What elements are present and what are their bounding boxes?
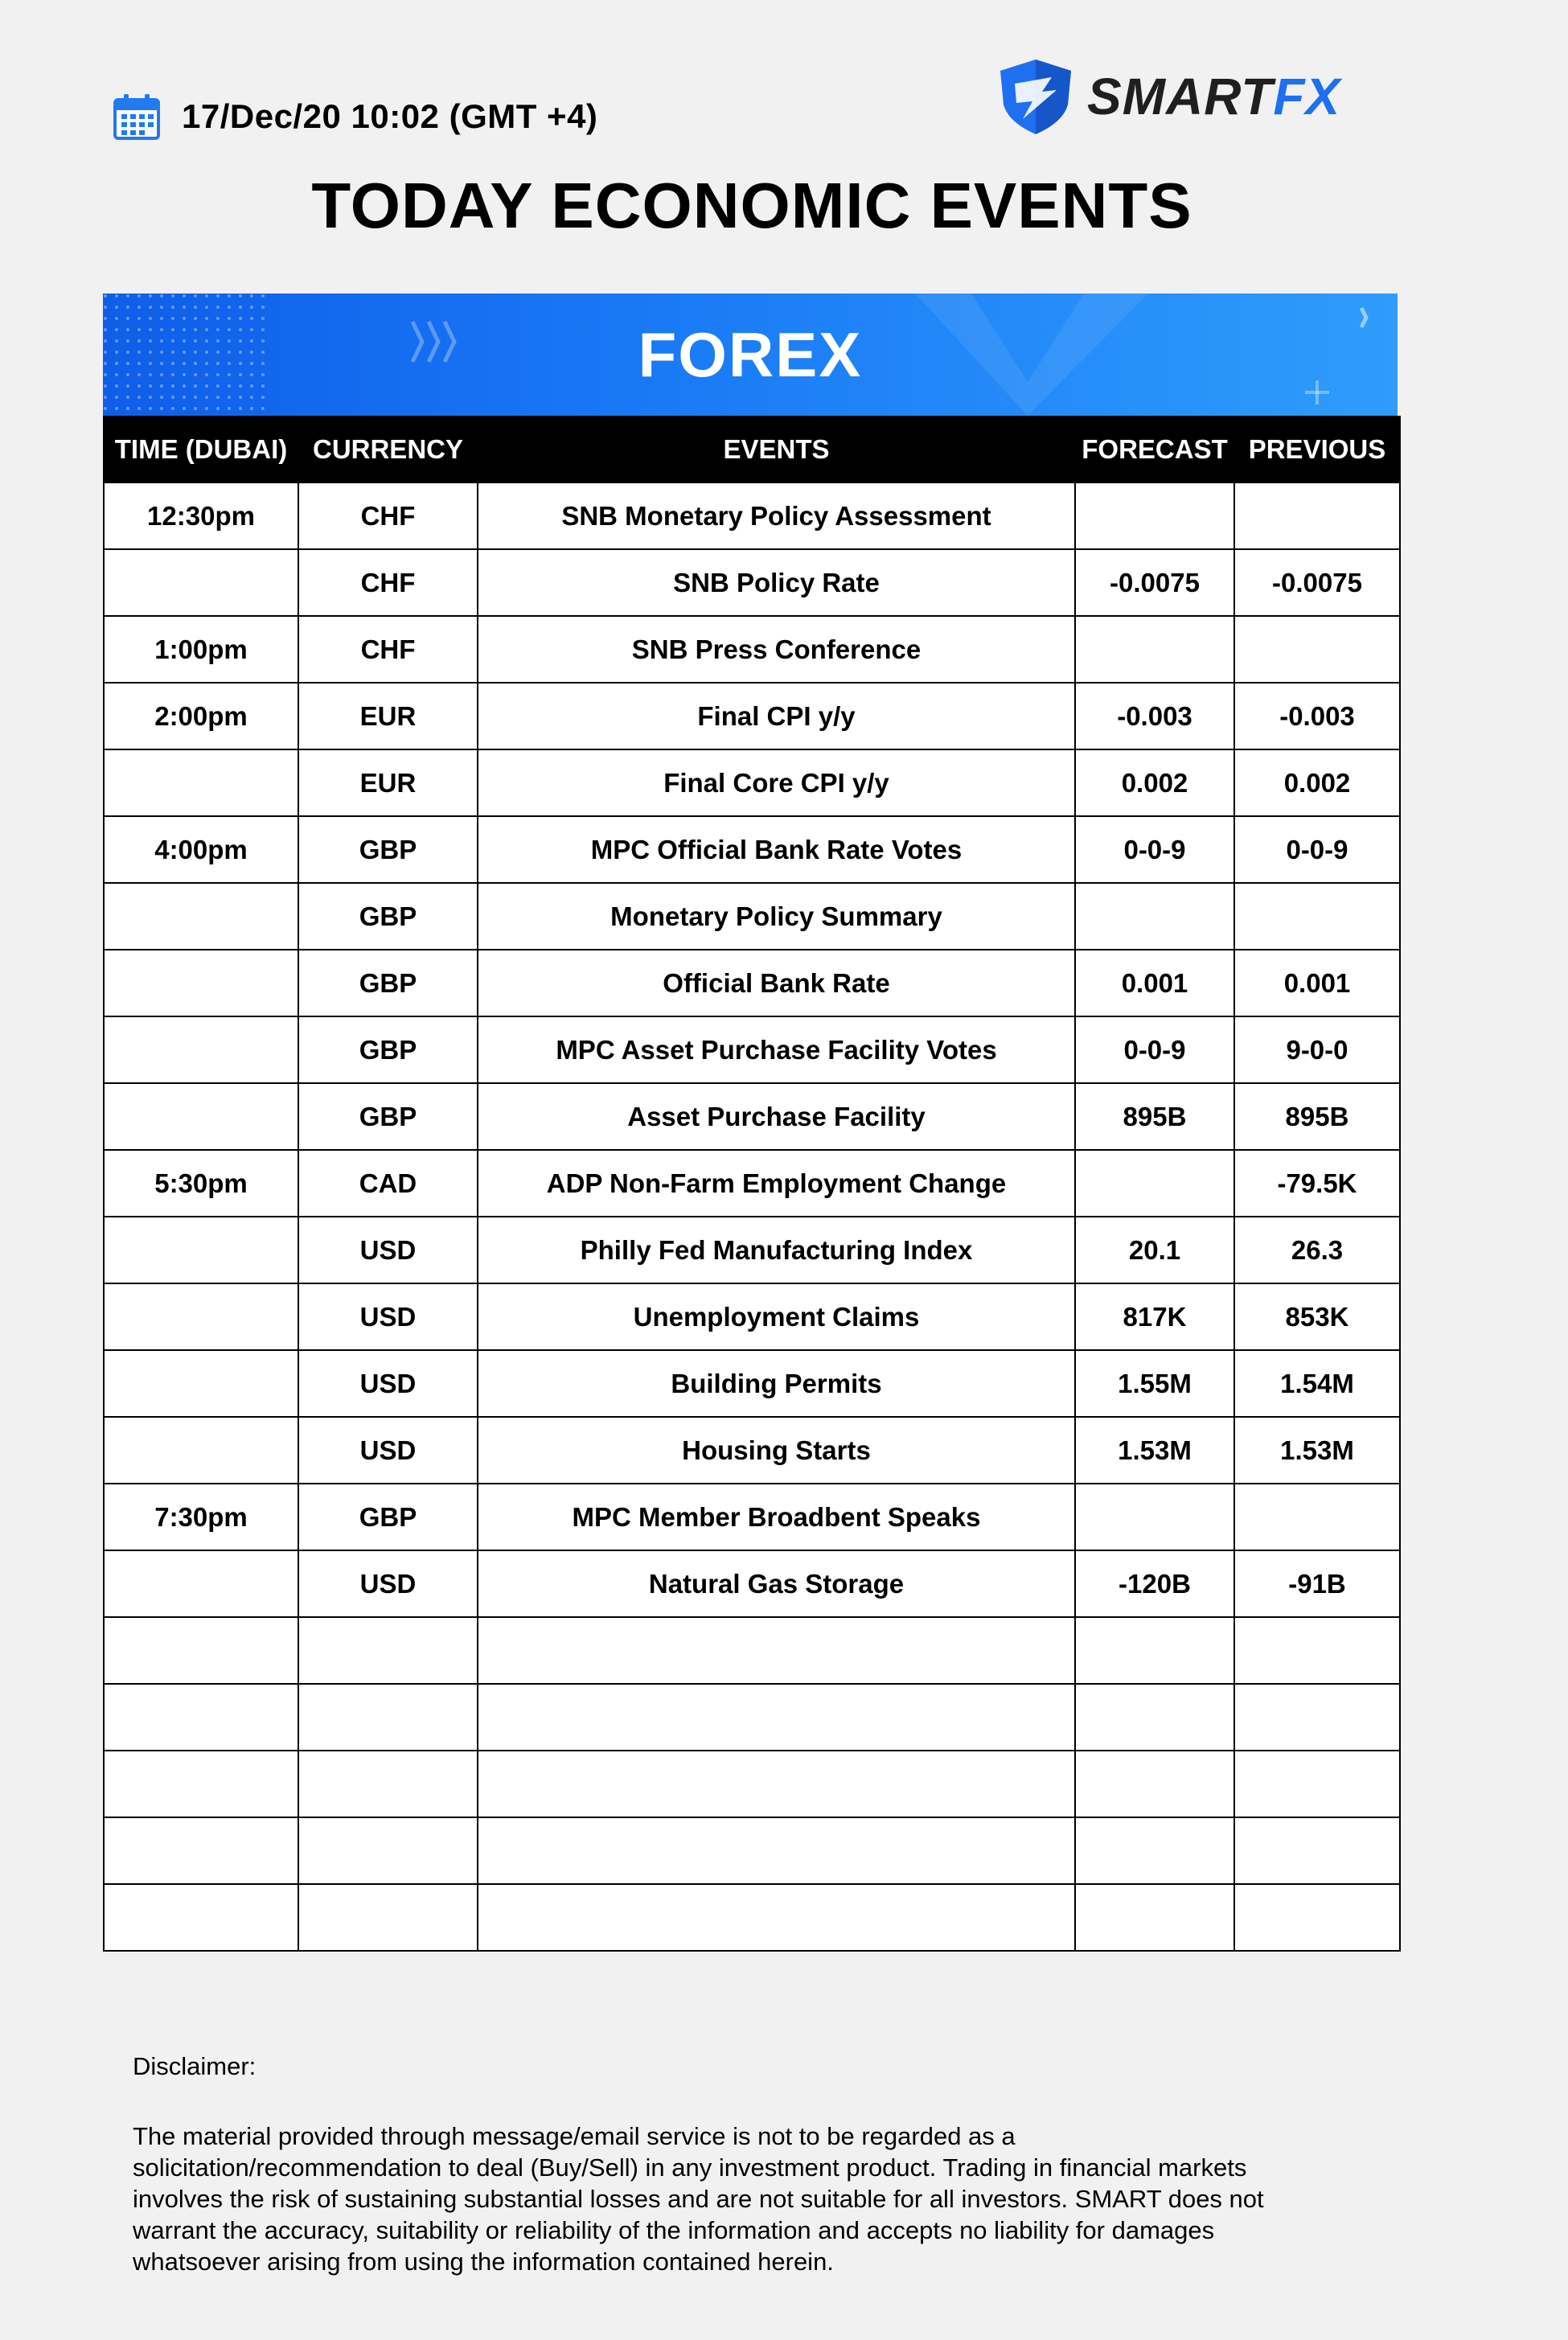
cell-previous: 0-0-9: [1234, 816, 1400, 883]
cell-time: [104, 1617, 298, 1684]
cell-event: Monetary Policy Summary: [478, 883, 1075, 950]
cell-previous: -91B: [1234, 1550, 1400, 1617]
page-title: TODAY ECONOMIC EVENTS: [311, 170, 1192, 241]
cell-event: MPC Member Broadbent Speaks: [478, 1484, 1075, 1550]
cell-event: [478, 1617, 1075, 1684]
cell-event: Unemployment Claims: [478, 1283, 1075, 1350]
table-row: [104, 749, 1400, 816]
banner-title: FOREX: [638, 318, 863, 390]
cell-forecast: 1.53M: [1075, 1417, 1234, 1484]
cell-forecast: [1075, 1884, 1234, 1951]
cell-forecast: [1075, 1751, 1234, 1817]
cell-event: MPC Asset Purchase Facility Votes: [478, 1016, 1075, 1083]
cell-event: Official Bank Rate: [478, 950, 1075, 1016]
cell-event: MPC Official Bank Rate Votes: [478, 816, 1075, 883]
disclaimer: [133, 2051, 1387, 2277]
table-row: [104, 1817, 1400, 1884]
cell-event: [478, 1884, 1075, 1951]
cell-time: [104, 1283, 298, 1350]
table-header-row: [104, 417, 1400, 482]
cell-currency: CHF: [298, 616, 478, 683]
cell-event: Final Core CPI y/y: [478, 749, 1075, 816]
cell-time: [104, 1083, 298, 1150]
column-header-previous: PREVIOUS: [1234, 417, 1400, 482]
table-row: [104, 482, 1400, 549]
cell-time: [104, 1417, 298, 1484]
cell-event: ADP Non-Farm Employment Change: [478, 1150, 1075, 1217]
cell-currency: GBP: [298, 1083, 478, 1150]
cell-event: [478, 1751, 1075, 1817]
cell-currency: [298, 1684, 478, 1751]
cell-event: SNB Policy Rate: [478, 549, 1075, 616]
cell-forecast: -120B: [1075, 1550, 1234, 1617]
cell-event: [478, 1684, 1075, 1751]
logo-text-fx: FX: [1273, 68, 1341, 125]
cell-currency: CHF: [298, 482, 478, 549]
disclaimer-line: warrant the accuracy, suitability or reliability of the information and accepts no liability for damages: [133, 2216, 1215, 2244]
events-table: [103, 416, 1401, 1952]
cell-previous: 26.3: [1234, 1217, 1400, 1283]
cell-forecast: 0.001: [1075, 950, 1234, 1016]
cell-previous: 0.002: [1234, 749, 1400, 816]
cell-time: 5:30pm: [104, 1150, 298, 1217]
cell-time: [104, 549, 298, 616]
cell-currency: GBP: [298, 883, 478, 950]
table-row: [104, 950, 1400, 1016]
cell-previous: -0.003: [1234, 683, 1400, 749]
table-row: [104, 1550, 1400, 1617]
cell-forecast: 1.55M: [1075, 1350, 1234, 1417]
cell-time: [104, 1884, 298, 1951]
column-header-events: EVENTS: [478, 417, 1075, 482]
table-row: [104, 1484, 1400, 1550]
logo-wordmark: [1087, 67, 1340, 126]
cell-time: [104, 1751, 298, 1817]
cell-currency: GBP: [298, 1484, 478, 1550]
cell-time: [104, 1684, 298, 1751]
report-datetime: 17/Dec/20 10:02 (GMT +4): [182, 97, 598, 135]
cell-forecast: -0.0075: [1075, 549, 1234, 616]
table-row: [104, 1617, 1400, 1684]
cell-previous: [1234, 1884, 1400, 1951]
cell-forecast: [1075, 482, 1234, 549]
cell-currency: CHF: [298, 549, 478, 616]
cell-forecast: 0-0-9: [1075, 1016, 1234, 1083]
cell-forecast: [1075, 1150, 1234, 1217]
cell-currency: USD: [298, 1283, 478, 1350]
cell-event: Natural Gas Storage: [478, 1550, 1075, 1617]
column-header-forecast: FORECAST: [1075, 417, 1234, 482]
smartfx-logo: [995, 56, 1340, 137]
cell-currency: [298, 1617, 478, 1684]
table-row: [104, 816, 1400, 883]
cell-time: [104, 1217, 298, 1283]
cell-previous: [1234, 1484, 1400, 1550]
cell-forecast: 817K: [1075, 1283, 1234, 1350]
disclaimer-line: involves the risk of sustaining substantial losses and are not suitable for all investors. SMART does not: [133, 2185, 1264, 2213]
cell-currency: GBP: [298, 1016, 478, 1083]
cell-event: Asset Purchase Facility: [478, 1083, 1075, 1150]
cell-time: 4:00pm: [104, 816, 298, 883]
column-header-currency: CURRENCY: [298, 417, 478, 482]
cell-time: [104, 883, 298, 950]
cell-currency: [298, 1884, 478, 1951]
table-row: [104, 616, 1400, 683]
cell-event: Building Permits: [478, 1350, 1075, 1417]
table-row: [104, 1217, 1400, 1283]
calendar-icon: [113, 92, 161, 141]
table-row: [104, 1083, 1400, 1150]
table-row: [104, 1884, 1400, 1951]
cell-forecast: [1075, 883, 1234, 950]
date-bar: [113, 88, 597, 145]
cell-forecast: -0.003: [1075, 683, 1234, 749]
cell-time: 1:00pm: [104, 616, 298, 683]
cell-previous: [1234, 883, 1400, 950]
cell-currency: USD: [298, 1550, 478, 1617]
cell-time: 7:30pm: [104, 1484, 298, 1550]
cell-time: [104, 1817, 298, 1884]
column-header-time: TIME (DUBAI): [104, 417, 298, 482]
cell-currency: CAD: [298, 1150, 478, 1217]
table-row: [104, 1016, 1400, 1083]
cell-time: 12:30pm: [104, 482, 298, 549]
forex-banner: [103, 294, 1398, 416]
cell-currency: EUR: [298, 749, 478, 816]
cell-previous: [1234, 1751, 1400, 1817]
table-row: [104, 549, 1400, 616]
cell-event: [478, 1817, 1075, 1884]
shield-icon: [995, 56, 1076, 137]
disclaimer-title: Disclaimer:: [133, 2052, 257, 2080]
cell-time: 2:00pm: [104, 683, 298, 749]
cell-currency: USD: [298, 1417, 478, 1484]
cell-previous: 0.001: [1234, 950, 1400, 1016]
cell-previous: 895B: [1234, 1083, 1400, 1150]
cell-previous: 9-0-0: [1234, 1016, 1400, 1083]
cell-currency: [298, 1751, 478, 1817]
cell-time: [104, 1016, 298, 1083]
cell-forecast: 895B: [1075, 1083, 1234, 1150]
cell-currency: USD: [298, 1217, 478, 1283]
cell-currency: USD: [298, 1350, 478, 1417]
cell-previous: [1234, 1817, 1400, 1884]
cell-previous: 1.54M: [1234, 1350, 1400, 1417]
cell-previous: [1234, 616, 1400, 683]
table-row: [104, 1350, 1400, 1417]
cell-currency: [298, 1817, 478, 1884]
cell-time: [104, 950, 298, 1016]
cell-forecast: [1075, 616, 1234, 683]
cell-currency: GBP: [298, 950, 478, 1016]
cell-event: Housing Starts: [478, 1417, 1075, 1484]
cell-previous: [1234, 1684, 1400, 1751]
cell-forecast: 0-0-9: [1075, 816, 1234, 883]
table-row: [104, 683, 1400, 749]
cell-previous: -79.5K: [1234, 1150, 1400, 1217]
table-row: [104, 1150, 1400, 1217]
cell-time: [104, 1350, 298, 1417]
table-row: [104, 1751, 1400, 1817]
cell-forecast: [1075, 1484, 1234, 1550]
cell-forecast: 0.002: [1075, 749, 1234, 816]
logo-text-smart: SMART: [1087, 68, 1274, 125]
cell-event: SNB Press Conference: [478, 616, 1075, 683]
cell-currency: GBP: [298, 816, 478, 883]
table-row: [104, 1684, 1400, 1751]
cell-previous: [1234, 482, 1400, 549]
table-row: [104, 883, 1400, 950]
cell-event: Final CPI y/y: [478, 683, 1075, 749]
table-row: [104, 1417, 1400, 1484]
disclaimer-body: [133, 2120, 1387, 2277]
cell-event: SNB Monetary Policy Assessment: [478, 482, 1075, 549]
cell-currency: EUR: [298, 683, 478, 749]
cell-previous: [1234, 1617, 1400, 1684]
disclaimer-line: whatsoever arising from using the information contained herein.: [133, 2248, 834, 2276]
cell-previous: 853K: [1234, 1283, 1400, 1350]
cell-event: Philly Fed Manufacturing Index: [478, 1217, 1075, 1283]
cell-time: [104, 749, 298, 816]
cell-previous: 1.53M: [1234, 1417, 1400, 1484]
cell-forecast: [1075, 1617, 1234, 1684]
table-row: [104, 1283, 1400, 1350]
cell-previous: -0.0075: [1234, 549, 1400, 616]
cell-forecast: [1075, 1817, 1234, 1884]
disclaimer-line: The material provided through message/email service is not to be regarded as a: [133, 2122, 1016, 2150]
disclaimer-line: solicitation/recommendation to deal (Buy/Sell) in any investment product. Trading in financial markets: [133, 2153, 1247, 2182]
cell-time: [104, 1550, 298, 1617]
cell-forecast: [1075, 1684, 1234, 1751]
cell-forecast: 20.1: [1075, 1217, 1234, 1283]
